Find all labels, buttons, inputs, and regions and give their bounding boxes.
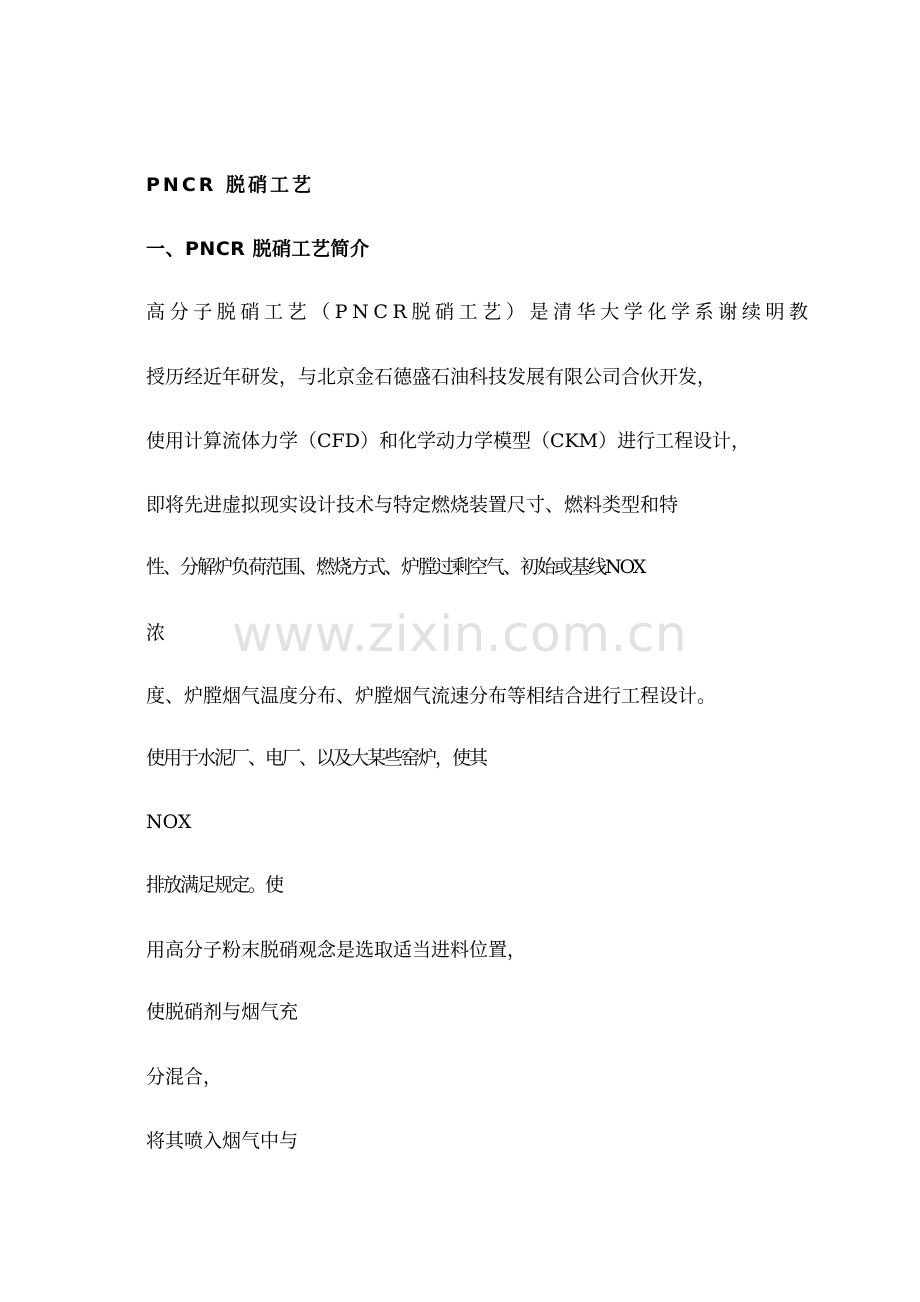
paragraph-line: 高分子脱硝工艺（PNCR脱硝工艺）是清华大学化学系谢续明教 [146, 301, 813, 323]
paragraph-line: 性、分解炉负荷范围、燃烧方式、炉膛过剩空气、初始或基线NOX [146, 556, 645, 578]
paragraph-line: 将其喷入烟气中与 [146, 1130, 299, 1152]
paragraph-line: 分混合， [146, 1066, 223, 1088]
paragraph-line: 排放满足规定。使 [146, 874, 283, 896]
paragraph-line: 使用于水泥厂、电厂、以及大某些窑炉，使其 [146, 747, 487, 769]
paragraph-line: 使用计算流体力学（CFD）和化学动力学模型（CKM）进行工程设计， [146, 430, 751, 452]
paragraph-line: 使脱硝剂与烟气充 [146, 1001, 299, 1023]
section-heading: 一、PNCR 脱硝工艺简介 [146, 238, 370, 260]
paragraph-line: 授历经近年研发，与北京金石德盛石油科技发展有限公司合伙开发， [146, 366, 717, 388]
paragraph-line: NOX [146, 811, 192, 833]
paragraph-line: 浓 [146, 622, 166, 644]
document-title: PNCR 脱硝工艺 [146, 174, 315, 196]
paragraph-line: 即将先进虚拟现实设计技术与特定燃烧装置尺寸、燃料类型和特 [146, 494, 679, 516]
paragraph-line: 用高分子粉末脱硝观念是选取适当进料位置， [146, 939, 527, 961]
watermark: www.zixin.com.cn [232, 605, 688, 663]
paragraph-line: 度、炉膛烟气温度分布、炉膛烟气流速分布等相结合进行工程设计。 [146, 685, 717, 707]
